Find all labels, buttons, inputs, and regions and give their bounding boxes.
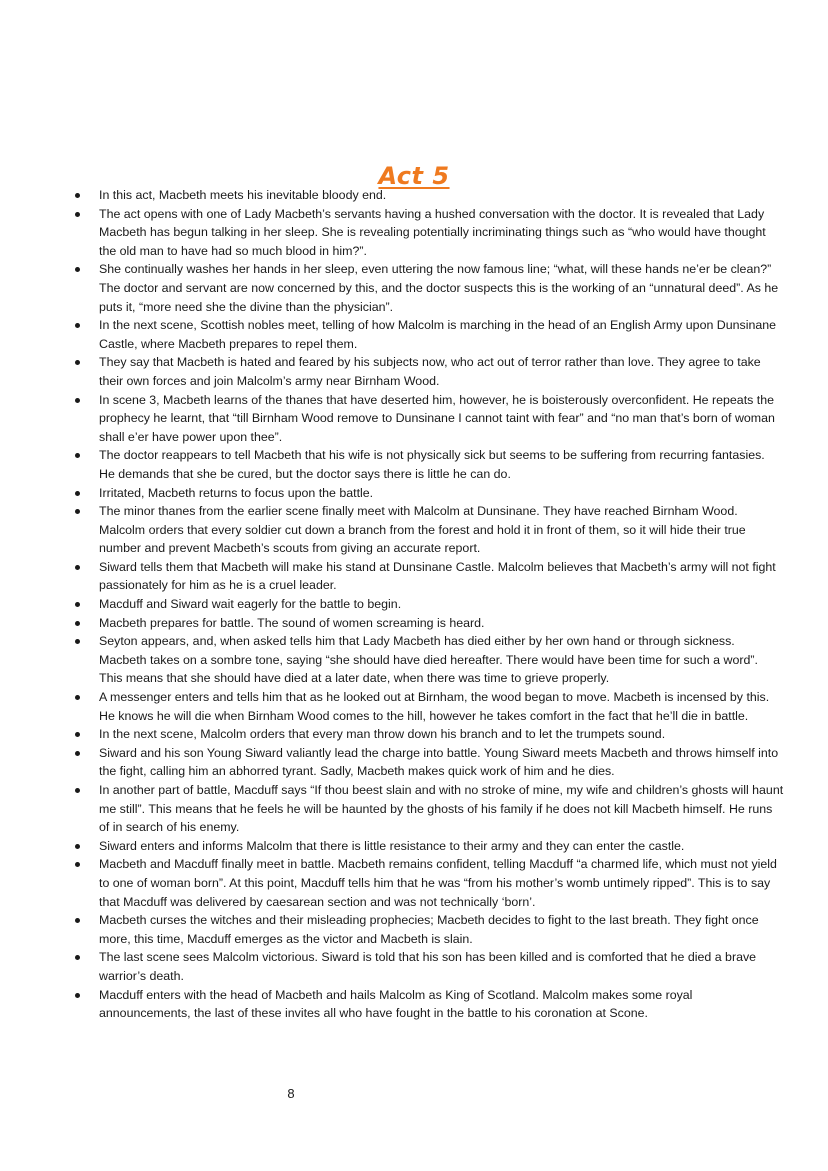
list-item: Macbeth curses the witches and their misleading prophecies; Macbeth decides to fight to the last breath. They fight once more, this time, Macduff emerges as the victor and Macbeth is slain.	[72, 911, 784, 948]
list-item: Seyton appears, and, when asked tells him that Lady Macbeth has died either by her own hand or through sickness. Macbeth takes on a sombre tone, saying “she should have died hereafter. There would have been time for such a word”. This means that she should have died at a later date, when there was time to grieve properly.	[72, 632, 784, 688]
summary-bullet-list	[72, 186, 784, 1023]
list-item: Siward tells them that Macbeth will make his stand at Dunsinane Castle. Malcolm believes that Macbeth’s army will not fight passionately for him as he is a cruel leader.	[72, 558, 784, 595]
list-item: In the next scene, Malcolm orders that every man throw down his branch and to let the trumpets sound.	[72, 725, 784, 744]
list-item: In this act, Macbeth meets his inevitable bloody end.	[72, 186, 784, 205]
list-item: Macbeth prepares for battle. The sound of women screaming is heard.	[72, 614, 784, 633]
list-item: Macduff enters with the head of Macbeth and hails Malcolm as King of Scotland. Malcolm makes some royal announcements, the last of these invites all who have fought in the battle to his coronation at Scone.	[72, 986, 784, 1023]
page-title: Act 5	[378, 162, 450, 191]
list-item: In the next scene, Scottish nobles meet, telling of how Malcolm is marching in the head of an English Army upon Dunsinane Castle, where Macbeth prepares to repel them.	[72, 316, 784, 353]
list-item: In another part of battle, Macduff says “If thou beest slain and with no stroke of mine, my wife and children’s ghosts will haunt me still”. This means that he feels he will be haunted by the ghosts of his family if he does not kill Macbeth himself. He runs of in search of his enemy.	[72, 781, 784, 837]
list-item: Siward and his son Young Siward valiantly lead the charge into battle. Young Siward meets Macbeth and throws himself into the fight, calling him an abhorred tyrant. Sadly, Macbeth makes quick work of him and he dies.	[72, 744, 784, 781]
list-item: The act opens with one of Lady Macbeth’s servants having a hushed conversation with the doctor. It is revealed that Lady Macbeth has begun talking in her sleep. She is revealing potentially incriminating things such as “who would have thought the old man to have had so much blood in him?”.	[72, 205, 784, 261]
list-item: The last scene sees Malcolm victorious. Siward is told that his son has been killed and is comforted that he died a brave warrior’s death.	[72, 948, 784, 985]
list-item: Siward enters and informs Malcolm that there is little resistance to their army and they can enter the castle.	[72, 837, 784, 856]
list-item: She continually washes her hands in her sleep, even uttering the now famous line; “what, will these hands ne’er be clean?” The doctor and servant are now concerned by this, and the doctor suspects this is the working of an “unnatural deed”. As he puts it, “more need she the divine than the physician”.	[72, 260, 784, 316]
list-item: The doctor reappears to tell Macbeth that his wife is not physically sick but seems to be suffering from recurring fantasies. He demands that she be cured, but the doctor says there is little he can do.	[72, 446, 784, 483]
list-item: Irritated, Macbeth returns to focus upon the battle.	[72, 484, 784, 503]
page-number: 8	[287, 1086, 295, 1101]
list-item: Macduff and Siward wait eagerly for the battle to begin.	[72, 595, 784, 614]
list-item: A messenger enters and tells him that as he looked out at Birnham, the wood began to move. Macbeth is incensed by this. He knows he will die when Birnham Wood comes to the hill, however he takes comfort in the fact that he’ll die in battle.	[72, 688, 784, 725]
list-item: They say that Macbeth is hated and feared by his subjects now, who act out of terror rather than love. They agree to take their own forces and join Malcolm’s army near Birnham Wood.	[72, 353, 784, 390]
list-item: The minor thanes from the earlier scene finally meet with Malcolm at Dunsinane. They have reached Birnham Wood. Malcolm orders that every soldier cut down a branch from the forest and hold it in front of them, so it will hide their true number and prevent Macbeth’s scouts from giving an accurate report.	[72, 502, 784, 558]
list-item: In scene 3, Macbeth learns of the thanes that have deserted him, however, he is boisterously overconfident. He repeats the prophecy he learnt, that “till Birnham Wood remove to Dunsinane I cannot taint with fear” and “no man that’s born of woman shall e’er have power upon thee”.	[72, 391, 784, 447]
list-item: Macbeth and Macduff finally meet in battle. Macbeth remains confident, telling Macduff “a charmed life, which must not yield to one of woman born”. At this point, Macduff tells him that he was “from his mother’s womb untimely ripped”. This is to say that Macduff was delivered by caesarean section and was not technically ‘born’.	[72, 855, 784, 911]
